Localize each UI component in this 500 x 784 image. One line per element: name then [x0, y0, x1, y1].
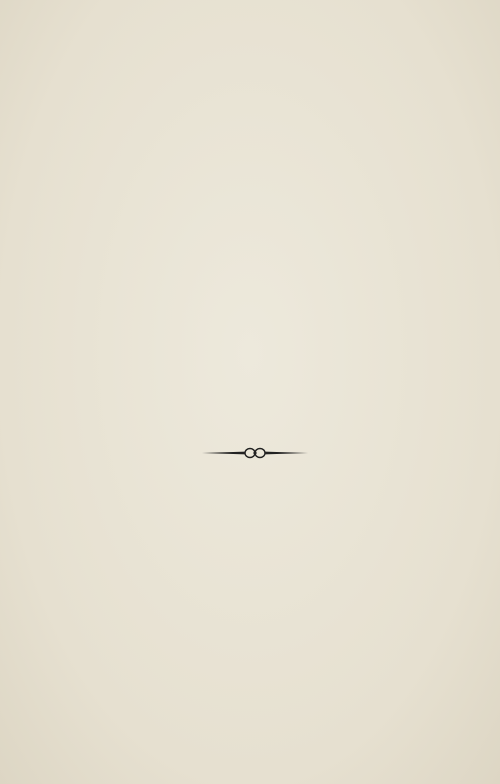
- ornamental-divider: [200, 443, 310, 463]
